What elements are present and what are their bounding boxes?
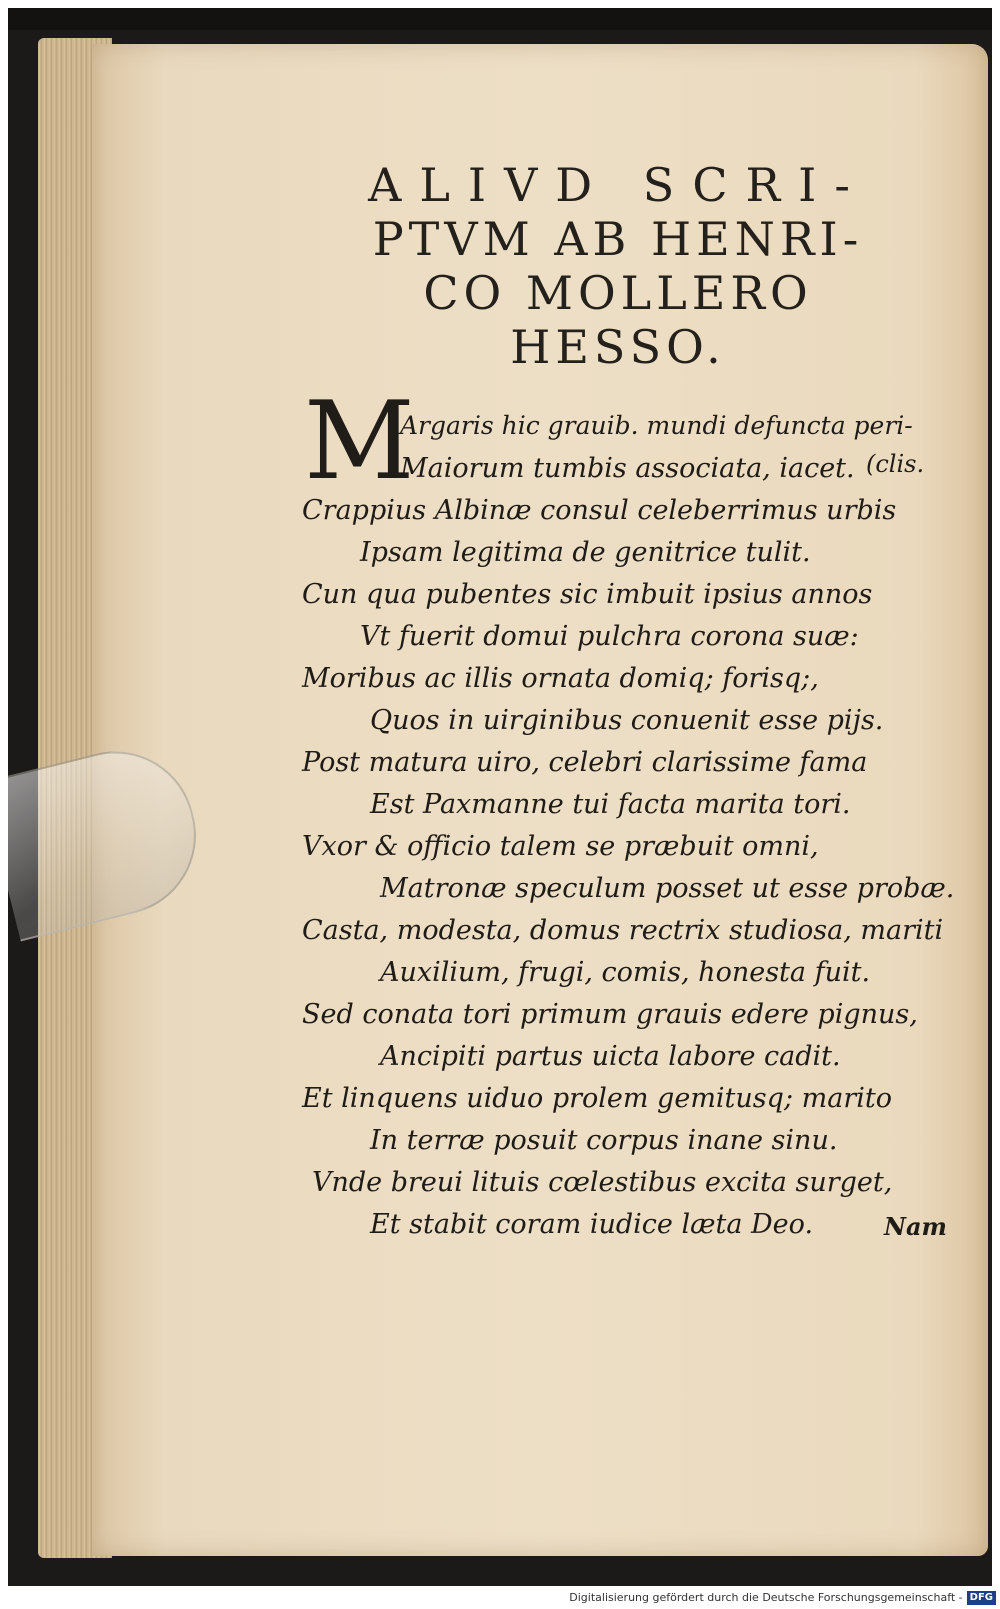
poem-line: Vnde breui lituis cœlestibus excita surget,	[312, 1167, 893, 1198]
poem-line: Quos in uirginibus conuenit esse pijs.	[370, 705, 884, 736]
poem-line: Maiorum tumbis associata, iacet.	[400, 453, 855, 484]
scan-border	[8, 8, 992, 30]
heading-line: CO MOLLERO	[423, 266, 813, 320]
digitization-footer	[0, 1588, 996, 1608]
catchword: Nam	[884, 1212, 947, 1241]
poem-line: Et stabit coram iudice læta Deo.	[370, 1209, 814, 1240]
drop-capital: M	[304, 379, 415, 504]
poem-line: Cun qua pubentes sic imbuit ipsius annos	[302, 579, 873, 610]
heading-line: ALIVD SCRI-	[368, 158, 868, 212]
poem-line: Vt fuerit domui pulchra corona suæ:	[360, 621, 859, 652]
poem-line: Crappius Albinæ consul celeberrimus urbis	[302, 495, 897, 526]
turn-over-word: (clis.	[866, 450, 925, 478]
poem-line: Casta, modesta, domus rectrix studiosa, mariti	[302, 915, 944, 946]
poem-heading	[298, 158, 938, 374]
poem-line: Est Paxmanne tui facta marita tori.	[370, 789, 851, 820]
footer-text: Digitalisierung gefördert durch die Deutsche Forschungsgemeinschaft -	[569, 1591, 963, 1604]
poem-line: Vxor & officio talem se præbuit omni,	[302, 831, 819, 862]
heading-line: PTVM AB HENRI-	[372, 212, 864, 266]
poem-line: Matronæ speculum posset ut esse probæ.	[380, 873, 955, 904]
heading-line: HESSO.	[510, 320, 726, 374]
page-scan	[8, 8, 992, 1586]
poem-line: In terræ posuit corpus inane sinu.	[370, 1125, 838, 1156]
poem-line: Moribus ac illis ornata domiq; forisq;,	[302, 663, 819, 694]
poem-line: Auxilium, frugi, comis, honesta fuit.	[380, 957, 871, 988]
poem-line: Ipsam legitima de genitrice tulit.	[360, 537, 811, 568]
poem-line: Sed conata tori primum grauis edere pignus,	[302, 999, 918, 1030]
poem-line: Et linquens uiduo prolem gemitusq; marito	[302, 1083, 892, 1114]
poem-line: Post matura uiro, celebri clarissime fama	[302, 747, 868, 778]
poem-line: Ancipiti partus uicta labore cadit.	[380, 1041, 841, 1072]
dfg-logo-icon: DFG	[967, 1591, 996, 1605]
poem-line: Argaris hic grauib. mundi defuncta peri-	[400, 411, 913, 440]
